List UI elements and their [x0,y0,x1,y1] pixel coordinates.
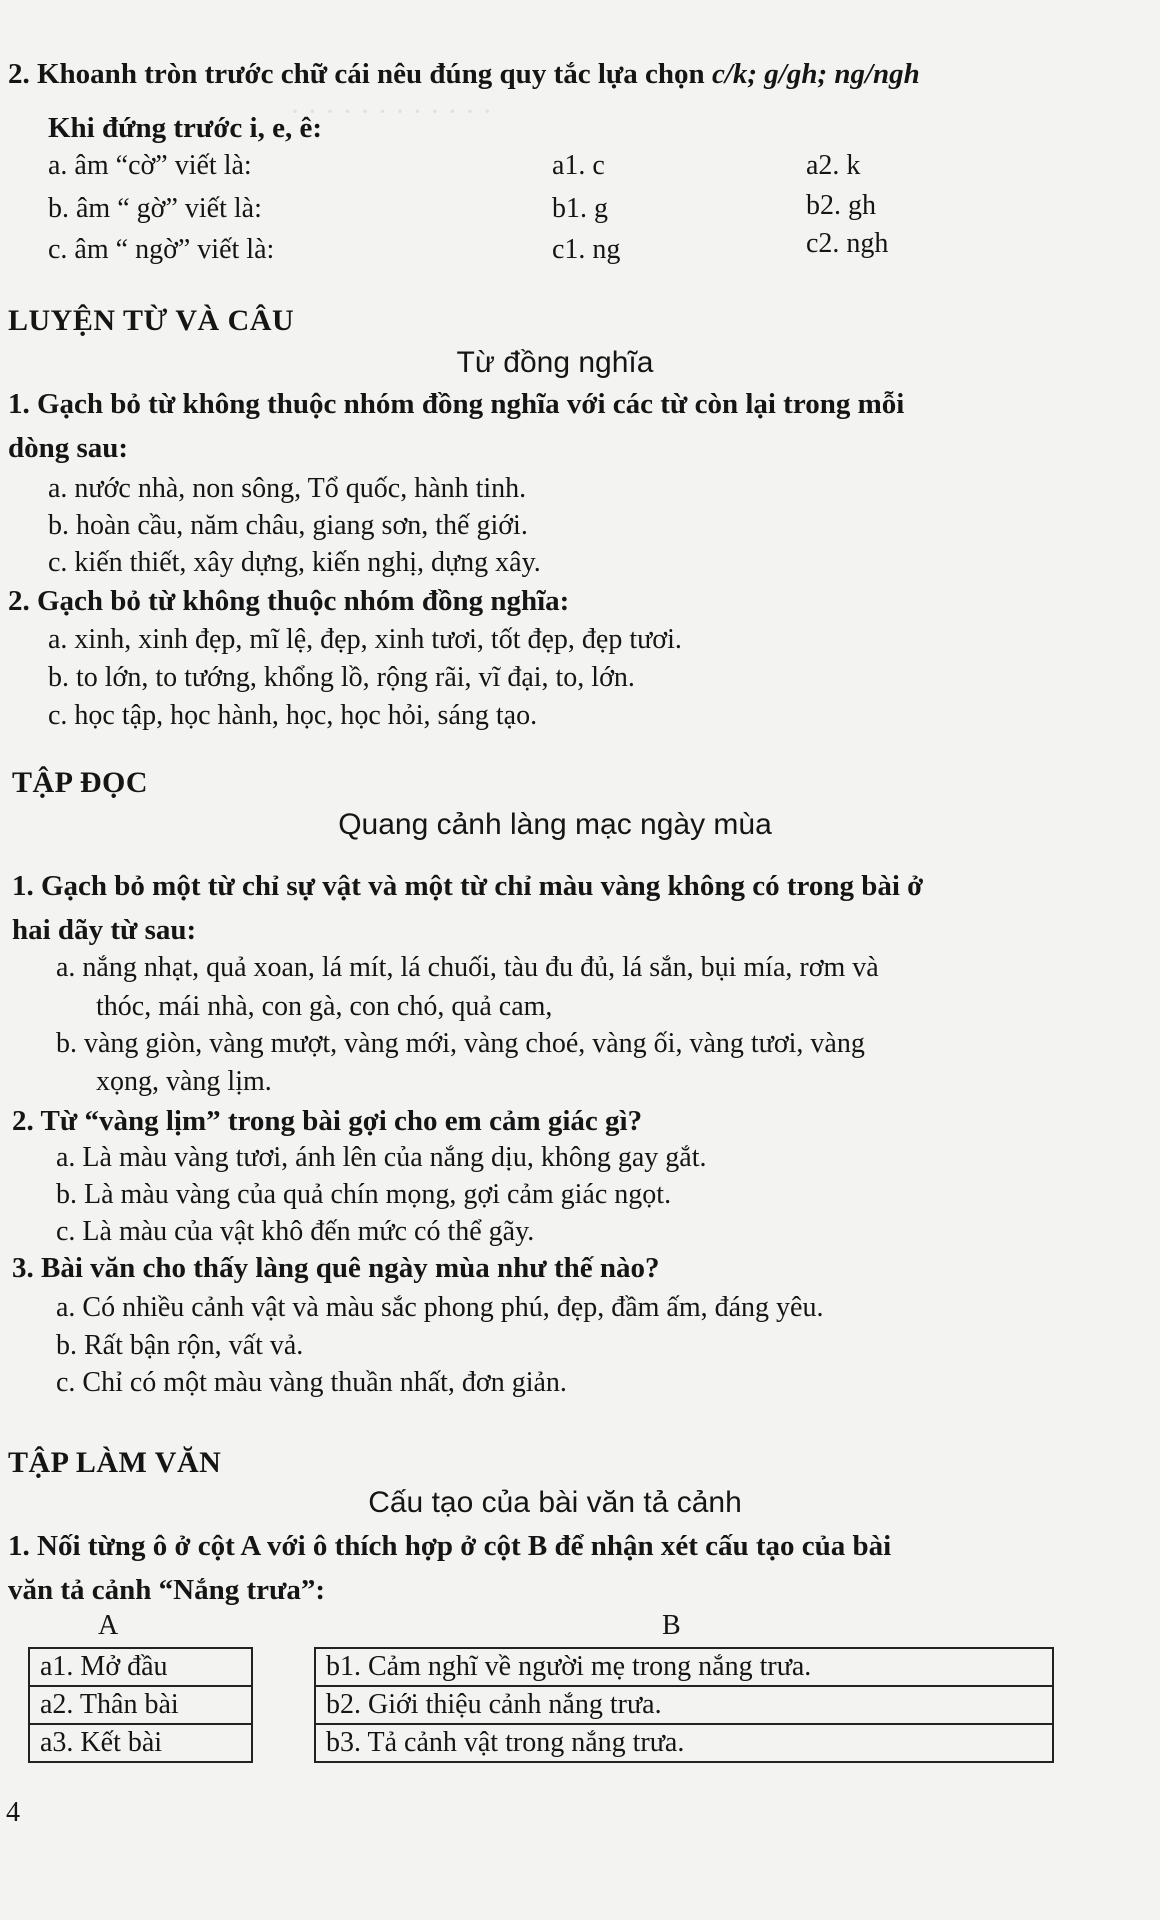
column-a-cell[interactable]: a1. Mở đầu [29,1648,252,1686]
bleed-through-text: · · · · · · · · · · · · [290,95,493,128]
section-heading-luyen-tu: LUYỆN TỪ VÀ CÂU [8,304,295,337]
column-b-cell[interactable]: b2. Giới thiệu cảnh nắng trưa. [315,1686,1053,1724]
reading-q3-item-a: a. Có nhiều cảnh vật và màu sắc phong phú, đẹp, đầm ấm, đáng yêu. [56,1292,824,1323]
reading-q3: 3. Bài văn cho thấy làng quê ngày mùa như thế nào? [12,1252,660,1284]
reading-q1-line2: hai dãy từ sau: [12,914,197,946]
reading-q2: 2. Từ “vàng lịm” trong bài gợi cho em cảm giác gì? [12,1105,643,1137]
rule-row-b-opt1[interactable]: b1. g [552,193,608,224]
rule-row-a-label: a. âm “cờ” viết là: [48,150,252,181]
reading-q1-line1: 1. Gạch bỏ một từ chỉ sự vật và một từ chỉ màu vàng không có trong bài ở [12,870,924,902]
rule-row-b-label: b. âm “ gờ” viết là: [48,193,262,224]
column-a-cell[interactable]: a3. Kết bài [29,1724,252,1762]
question-rule-italic: c/k; g/gh; ng/ngh [711,58,920,90]
synonym-q1-line1: 1. Gạch bỏ từ không thuộc nhóm đồng nghĩa với các từ còn lại trong mỗi [8,388,905,420]
rule-row-c-opt1[interactable]: c1. ng [552,234,621,265]
question-rule-line1: 2. Khoanh tròn trước chữ cái nêu đúng quy tắc lựa chọn c/k; g/gh; ng/ngh [8,58,920,90]
reading-q1-b-line2: xọng, vàng lịm. [96,1066,272,1097]
reading-q3-item-c: c. Chỉ có một màu vàng thuần nhất, đơn giản. [56,1367,567,1398]
rule-row-c-label: c. âm “ ngờ” viết là: [48,234,275,265]
reading-q1-a-line1: a. nắng nhạt, quả xoan, lá mít, lá chuối, tàu đu đủ, lá sắn, bụi mía, rơm và [56,952,879,983]
column-a-table [28,1647,253,1763]
column-b-cell[interactable]: b3. Tả cảnh vật trong nắng trưa. [315,1724,1053,1762]
column-b-label: B [662,1610,681,1641]
section-title-tu-dong-nghia: Từ đồng nghĩa [456,346,654,379]
section-title-quang-canh: Quang cảnh làng mạc ngày mùa [338,808,772,841]
synonym-q1-item-c: c. kiến thiết, xây dựng, kiến nghị, dựng xây. [48,547,541,578]
rule-row-b-opt2[interactable]: b2. gh [806,190,876,221]
section-title-cau-tao: Cấu tạo của bài văn tả cảnh [368,1486,742,1519]
reading-q2-item-b: b. Là màu vàng của quả chín mọng, gợi cảm giác ngọt. [56,1179,672,1210]
page-number: 4 [6,1797,20,1828]
reading-q2-item-a: a. Là màu vàng tươi, ánh lên của nắng dịu, không gay gắt. [56,1142,707,1173]
question-rule-line2: Khi đứng trước i, e, ê: [48,112,322,144]
synonym-q1-item-a: a. nước nhà, non sông, Tổ quốc, hành tinh. [48,473,527,504]
synonym-q1-item-b: b. hoàn cầu, năm châu, giang sơn, thế giới. [48,510,528,541]
rule-row-a-opt2[interactable]: a2. k [806,150,861,181]
column-a-cell[interactable]: a2. Thân bài [29,1686,252,1724]
section-heading-tap-lam-van: TẬP LÀM VĂN [8,1446,222,1479]
synonym-q2: 2. Gạch bỏ từ không thuộc nhóm đồng nghĩa: [8,585,570,617]
rule-row-c-opt2[interactable]: c2. ngh [806,228,889,259]
column-b-cell[interactable]: b1. Cảm nghĩ về người mẹ trong nắng trưa. [315,1648,1053,1686]
section-heading-tap-doc: TẬP ĐỌC [12,766,149,799]
synonym-q2-item-a: a. xinh, xinh đẹp, mĩ lệ, đẹp, xinh tươi, tốt đẹp, đẹp tươi. [48,624,682,655]
column-b-table [314,1647,1054,1763]
reading-q1-a-line2: thóc, mái nhà, con gà, con chó, quả cam, [96,991,553,1022]
reading-q1-b-line1: b. vàng giòn, vàng mượt, vàng mới, vàng choé, vàng ối, vàng tươi, vàng [56,1028,865,1059]
synonym-q2-item-b: b. to lớn, to tướng, khổng lồ, rộng rãi, vĩ đại, to, lớn. [48,662,635,693]
writing-q1-line2: văn tả cảnh “Nắng trưa”: [8,1574,326,1606]
synonym-q1-line2: dòng sau: [8,432,129,464]
reading-q2-item-c: c. Là màu của vật khô đến mức có thể gãy. [56,1216,535,1247]
synonym-q2-item-c: c. học tập, học hành, học, học hỏi, sáng tạo. [48,700,538,731]
reading-q3-item-b: b. Rất bận rộn, vất vả. [56,1330,304,1361]
rule-row-a-opt1[interactable]: a1. c [552,150,605,181]
column-a-label: A [98,1610,119,1641]
writing-q1-line1: 1. Nối từng ô ở cột A với ô thích hợp ở cột B để nhận xét cấu tạo của bài [8,1530,892,1562]
